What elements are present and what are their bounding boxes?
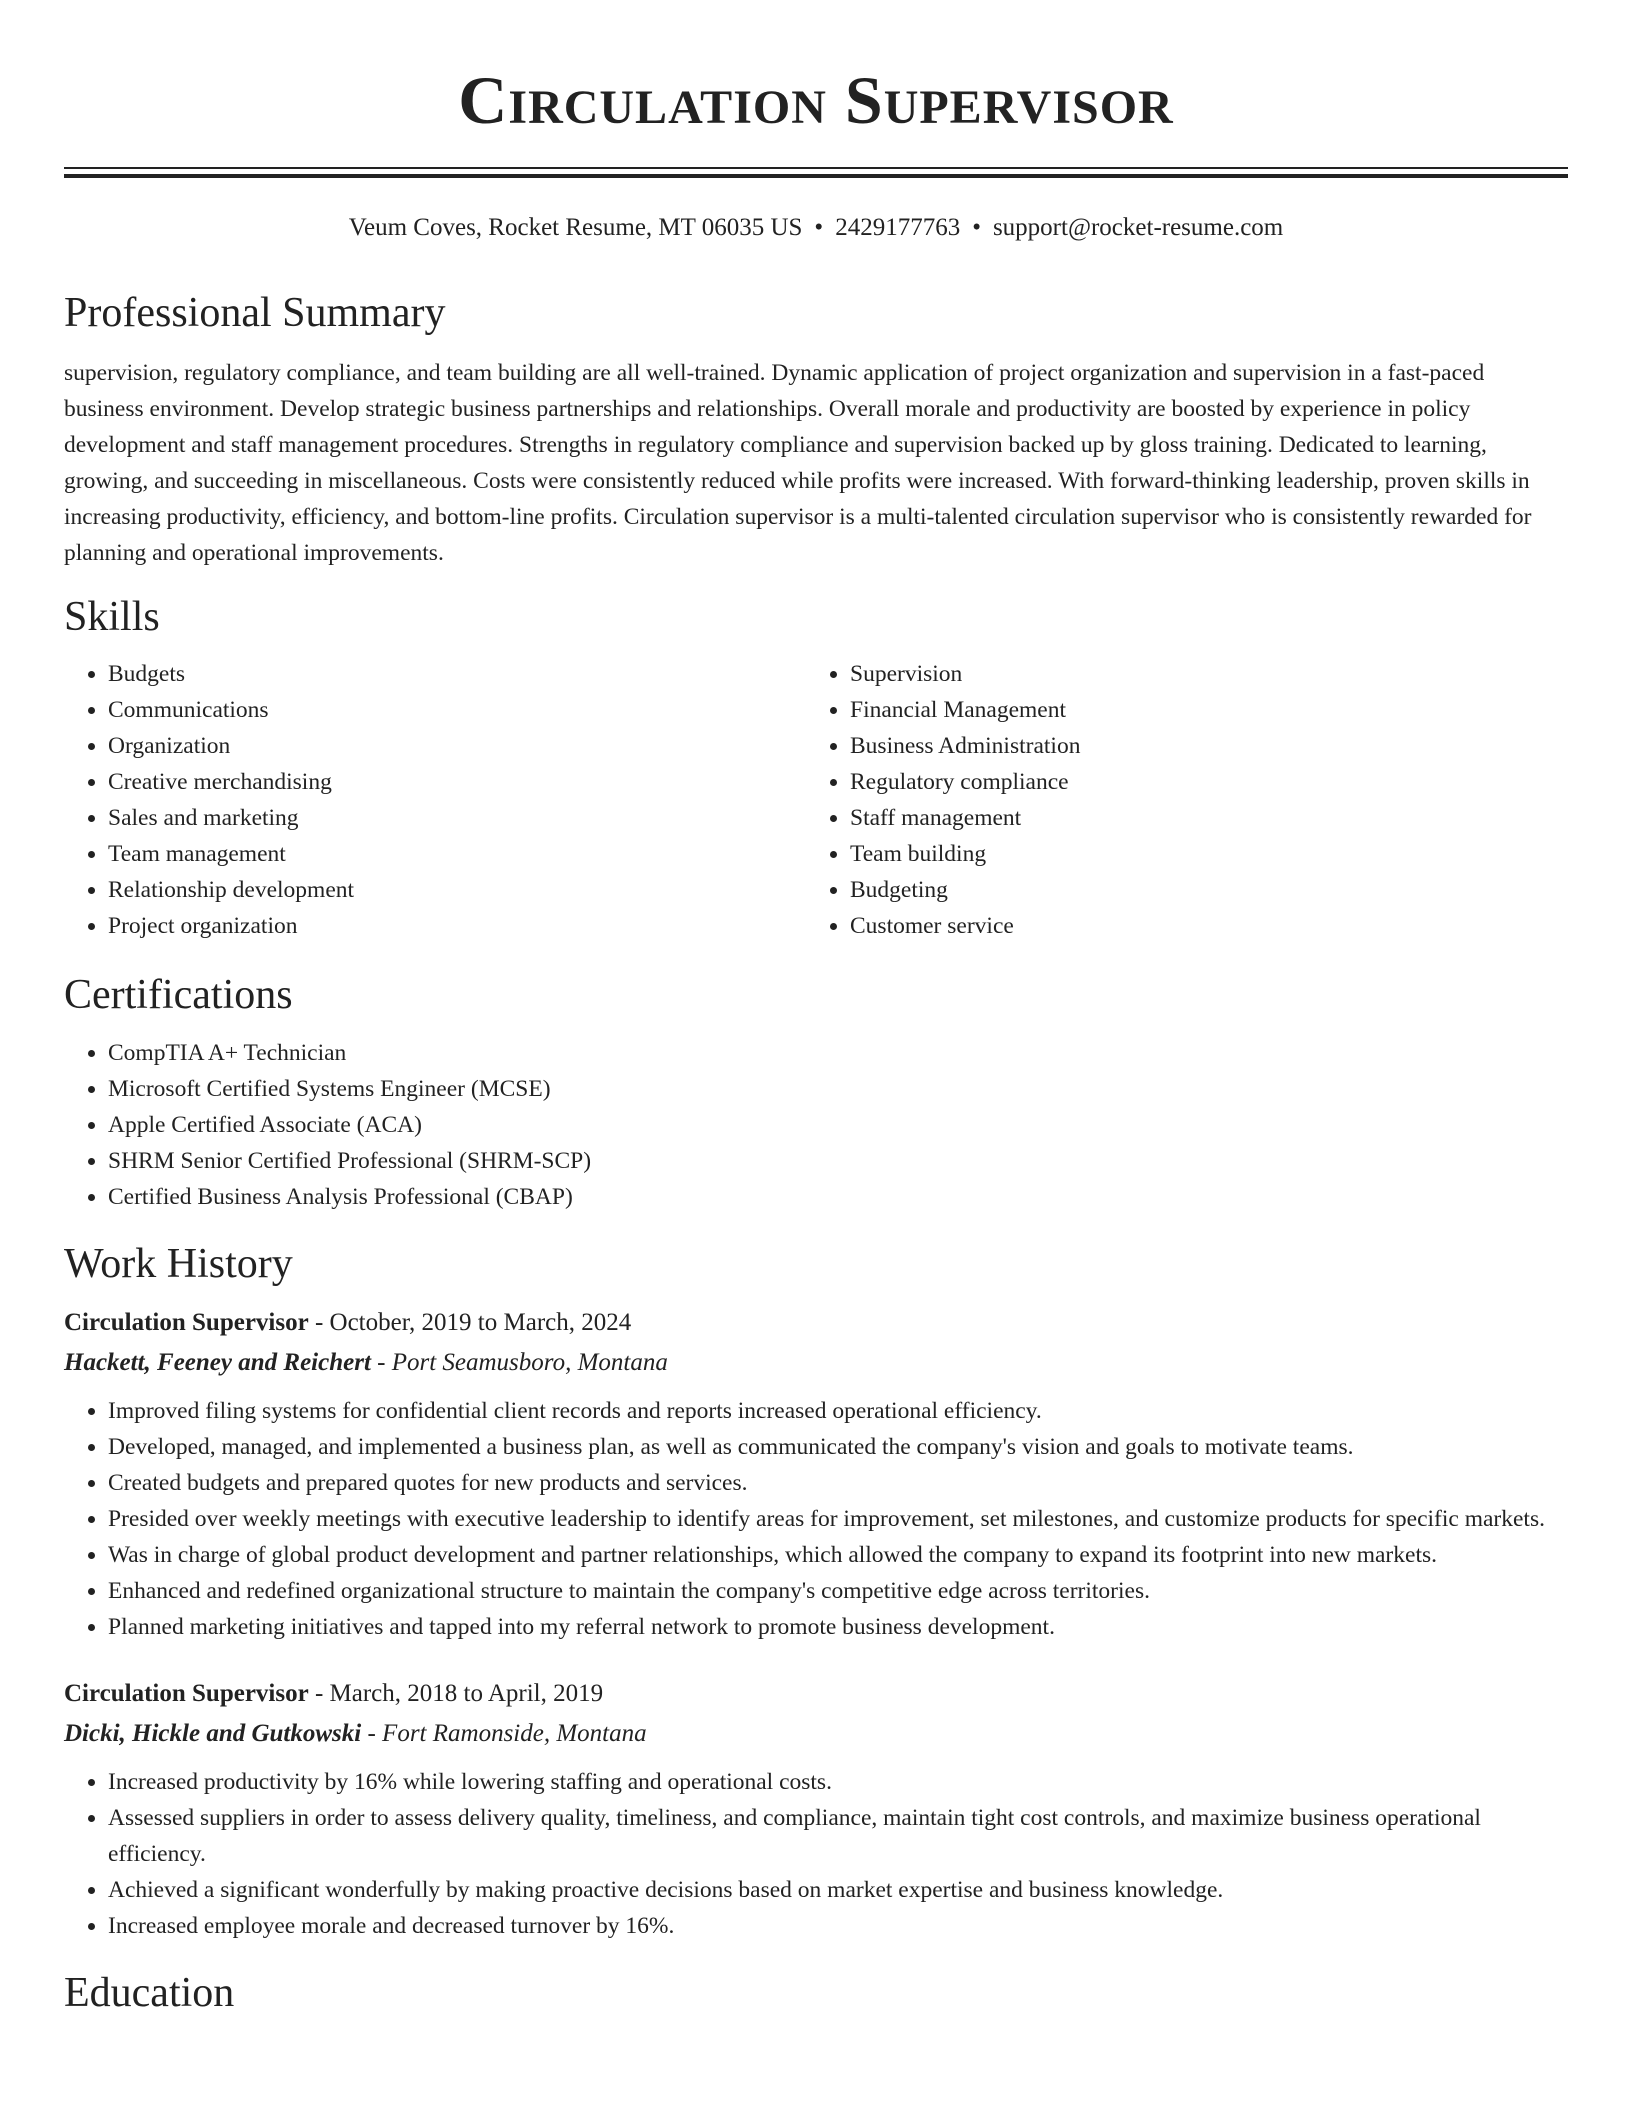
contact-address: Veum Coves, Rocket Resume, MT 06035 US bbox=[348, 214, 803, 241]
job-duty-item: • Enhanced and redefined organizational structure to maintain the company's competitive edge across territories. bbox=[108, 1573, 1568, 1609]
contact-phone: 2429177763 bbox=[835, 214, 961, 241]
contact-separator: • bbox=[972, 214, 981, 241]
skill-item: • Communications bbox=[108, 692, 806, 728]
skills-right-list bbox=[806, 656, 1548, 944]
resume-title: Circulation Supervisor bbox=[458, 62, 1174, 138]
skill-item: • Customer service bbox=[850, 908, 1548, 944]
contact-line bbox=[64, 211, 1568, 245]
job-employer-line bbox=[64, 1714, 1568, 1754]
skill-item: • Regulatory compliance bbox=[850, 764, 1548, 800]
skill-item: • Project organization bbox=[108, 908, 806, 944]
certifications-list bbox=[64, 1035, 1568, 1215]
skill-item: • Financial Management bbox=[850, 692, 1548, 728]
skill-item: • Creative merchandising bbox=[108, 764, 806, 800]
job-employer-line bbox=[64, 1343, 1568, 1383]
job-duty-item: • Improved filing systems for confidential client records and reports increased operational efficiency. bbox=[108, 1393, 1568, 1429]
contact-email: support@rocket-resume.com bbox=[992, 214, 1284, 241]
job-duty-item: • Assessed suppliers in order to assess delivery quality, timeliness, and compliance, maintain tight cost controls, and maximize business operational efficiency. bbox=[108, 1800, 1568, 1872]
skill-item: • Business Administration bbox=[850, 728, 1548, 764]
skill-item: • Staff management bbox=[850, 800, 1548, 836]
job-duty-item: • Developed, managed, and implemented a business plan, as well as communicated the company's vision and goals to motivate teams. bbox=[108, 1429, 1568, 1465]
job-duty-item: • Achieved a significant wonderfully by making proactive decisions based on market expertise and business knowledge. bbox=[108, 1872, 1568, 1908]
title-divider bbox=[64, 167, 1568, 178]
job-dates: - March, 2018 to April, 2019 bbox=[308, 1680, 604, 1707]
skill-item: • Sales and marketing bbox=[108, 800, 806, 836]
summary-text: supervision, regulatory compliance, and team building are all well-trained. Dynamic application of project organization and supervision in a fast-paced business environment. Develop strategic business partnerships and relationships. Overall morale and productivity are boosted by experience in policy development and staff management procedures. Strengths in regulatory compliance and supervision backed up by gloss training. Dedicated to learning, growing, and succeeding in miscellaneous. Costs were consistently reduced while profits were increased. With forward-thinking leadership, proven skills in increasing productivity, efficiency, and bottom-line profits. Circulation supervisor is a multi-talented circulation supervisor who is consistently rewarded for planning and operational improvements. bbox=[64, 360, 1532, 566]
job-duties-list bbox=[64, 1393, 1568, 1645]
certification-item: • Certified Business Analysis Professional (CBAP) bbox=[108, 1179, 1568, 1215]
job-duties-list bbox=[64, 1764, 1568, 1944]
job-dates: - October, 2019 to March, 2024 bbox=[308, 1309, 632, 1336]
job-duty-item: • Was in charge of global product development and partner relationships, which allowed the company to expand its footprint into new markets. bbox=[108, 1537, 1568, 1573]
education-heading: Education bbox=[64, 1970, 235, 2016]
work-history-heading: Work History bbox=[64, 1241, 293, 1287]
job-title: Circulation Supervisor bbox=[64, 1309, 309, 1336]
job-title: Circulation Supervisor bbox=[64, 1680, 309, 1707]
job-location: - Port Seamusboro, Montana bbox=[370, 1349, 668, 1376]
job-company: Dicki, Hickle and Gutkowski bbox=[64, 1720, 362, 1747]
summary-heading: Professional Summary bbox=[64, 290, 446, 336]
certification-item: • Microsoft Certified Systems Engineer (MCSE) bbox=[108, 1071, 1568, 1107]
job-duty-item: • Increased employee morale and decreased turnover by 16%. bbox=[108, 1908, 1568, 1944]
certification-item: • Apple Certified Associate (ACA) bbox=[108, 1107, 1568, 1143]
job-header bbox=[64, 1303, 1568, 1343]
skill-item: • Team management bbox=[108, 836, 806, 872]
skills-heading: Skills bbox=[64, 594, 160, 640]
job-duty-item: • Created budgets and prepared quotes for new products and services. bbox=[108, 1465, 1568, 1501]
skill-item: • Relationship development bbox=[108, 872, 806, 908]
contact-separator: • bbox=[814, 214, 824, 241]
job-header bbox=[64, 1674, 1568, 1714]
job-duty-item: • Increased productivity by 16% while lowering staffing and operational costs. bbox=[108, 1764, 1568, 1800]
skills-columns bbox=[64, 656, 1568, 944]
skill-item: • Supervision bbox=[850, 656, 1548, 692]
skill-item: • Budgeting bbox=[850, 872, 1548, 908]
skill-item: • Team building bbox=[850, 836, 1548, 872]
certifications-heading: Certifications bbox=[64, 972, 293, 1018]
skill-item: • Budgets bbox=[108, 656, 806, 692]
certification-item: • SHRM Senior Certified Professional (SHRM-SCP) bbox=[108, 1143, 1568, 1179]
certification-item: • CompTIA A+ Technician bbox=[108, 1035, 1568, 1071]
job-location: - Fort Ramonside, Montana bbox=[361, 1720, 647, 1747]
resume-page bbox=[64, 0, 1568, 2018]
job-duty-item: • Planned marketing initiatives and tapped into my referral network to promote business development. bbox=[108, 1609, 1568, 1645]
job-company: Hackett, Feeney and Reichert bbox=[64, 1349, 371, 1376]
skill-item: • Organization bbox=[108, 728, 806, 764]
skills-left-list bbox=[64, 656, 806, 944]
job-duty-item: • Presided over weekly meetings with executive leadership to identify areas for improvement, set milestones, and customize products for specific markets. bbox=[108, 1501, 1568, 1537]
